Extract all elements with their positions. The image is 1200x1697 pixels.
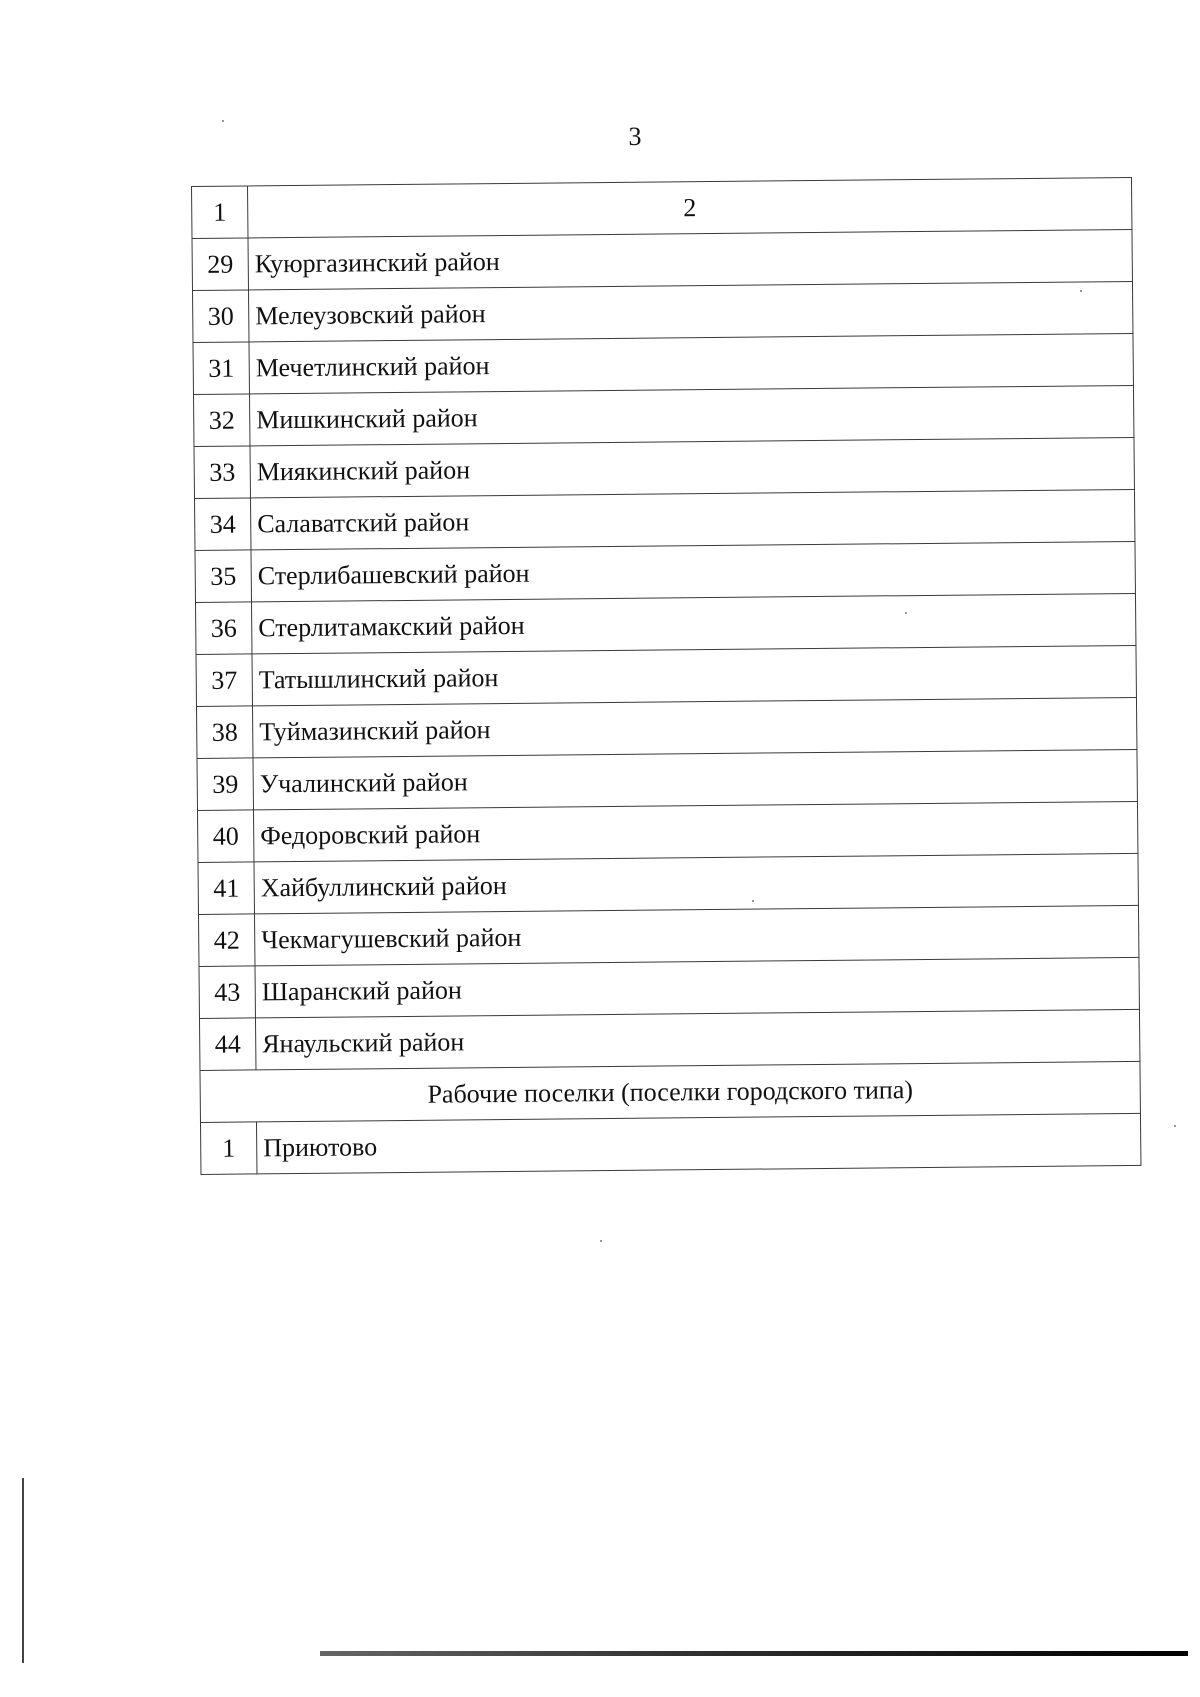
district-name: Чекмагушевский район: [254, 905, 1138, 965]
scan-speck: [600, 1240, 602, 1242]
page-number: 3: [628, 122, 642, 151]
district-name: Мелеузовский район: [249, 281, 1133, 341]
row-number: 30: [193, 290, 249, 343]
district-name: Шаранский район: [255, 957, 1139, 1017]
row-number: 40: [197, 810, 253, 863]
district-name: Миякинский район: [250, 437, 1134, 497]
row-number: 38: [196, 706, 252, 759]
header-cell-2: 2: [248, 177, 1132, 237]
district-name: Куюргазинский район: [248, 229, 1132, 289]
row-number: 36: [195, 602, 251, 655]
document-table-container: [191, 177, 1141, 1175]
table-row: [195, 593, 1135, 654]
row-number: 33: [194, 446, 250, 499]
scan-speck: [905, 612, 907, 614]
table-row: [194, 437, 1134, 498]
table-row: [194, 489, 1134, 550]
row-number: 41: [198, 862, 254, 915]
row-number: 32: [194, 394, 250, 447]
section-header-row: [200, 1061, 1140, 1122]
row-number: 37: [196, 654, 252, 707]
table-row: [198, 905, 1138, 966]
district-name: Стерлибашевский район: [251, 541, 1135, 601]
document-table: [191, 177, 1141, 1175]
table-row: [195, 541, 1135, 602]
scan-bottom-bar: [320, 1651, 1188, 1656]
table-row: [199, 1009, 1139, 1070]
table-row: [196, 645, 1136, 706]
row-number: 34: [194, 498, 250, 551]
section-title: Рабочие поселки (поселки городского типа): [200, 1061, 1140, 1122]
district-name: Стерлитамакский район: [251, 593, 1135, 653]
district-name: Туймазинский район: [252, 697, 1136, 757]
settlement-name: Приютово: [256, 1113, 1140, 1173]
row-number: 1: [200, 1122, 256, 1175]
table-row: [192, 229, 1132, 290]
row-number: 35: [195, 550, 251, 603]
row-number: 31: [193, 342, 249, 395]
table-row: [194, 385, 1134, 446]
row-number: 42: [198, 914, 254, 967]
table-row: [193, 281, 1133, 342]
table-row: [197, 801, 1137, 862]
district-name: Хайбуллинский район: [254, 853, 1138, 913]
row-number: 43: [199, 966, 255, 1019]
table-row: [200, 1113, 1140, 1174]
header-cell-1: 1: [192, 186, 248, 239]
district-name: Мишкинский район: [249, 385, 1133, 445]
district-name: Салаватский район: [250, 489, 1134, 549]
district-name: Мечетлинский район: [249, 333, 1133, 393]
table-row: [196, 697, 1136, 758]
district-name: Федоровский район: [253, 801, 1137, 861]
scan-speck: [1174, 1125, 1176, 1127]
table-row: [197, 749, 1137, 810]
row-number: 29: [192, 238, 248, 291]
scan-speck: [752, 900, 754, 902]
row-number: 44: [199, 1018, 255, 1071]
district-name: Янаульский район: [255, 1009, 1139, 1069]
district-name: Татышлинский район: [252, 645, 1136, 705]
table-row: [198, 853, 1138, 914]
district-name: Учалинский район: [253, 749, 1137, 809]
table-row: [199, 957, 1139, 1018]
scan-speck: [222, 120, 224, 122]
row-number: 39: [197, 758, 253, 811]
table-header-row: [192, 177, 1132, 238]
scan-margin-line: [22, 1478, 24, 1663]
table-row: [193, 333, 1133, 394]
scan-speck: [1080, 290, 1082, 292]
